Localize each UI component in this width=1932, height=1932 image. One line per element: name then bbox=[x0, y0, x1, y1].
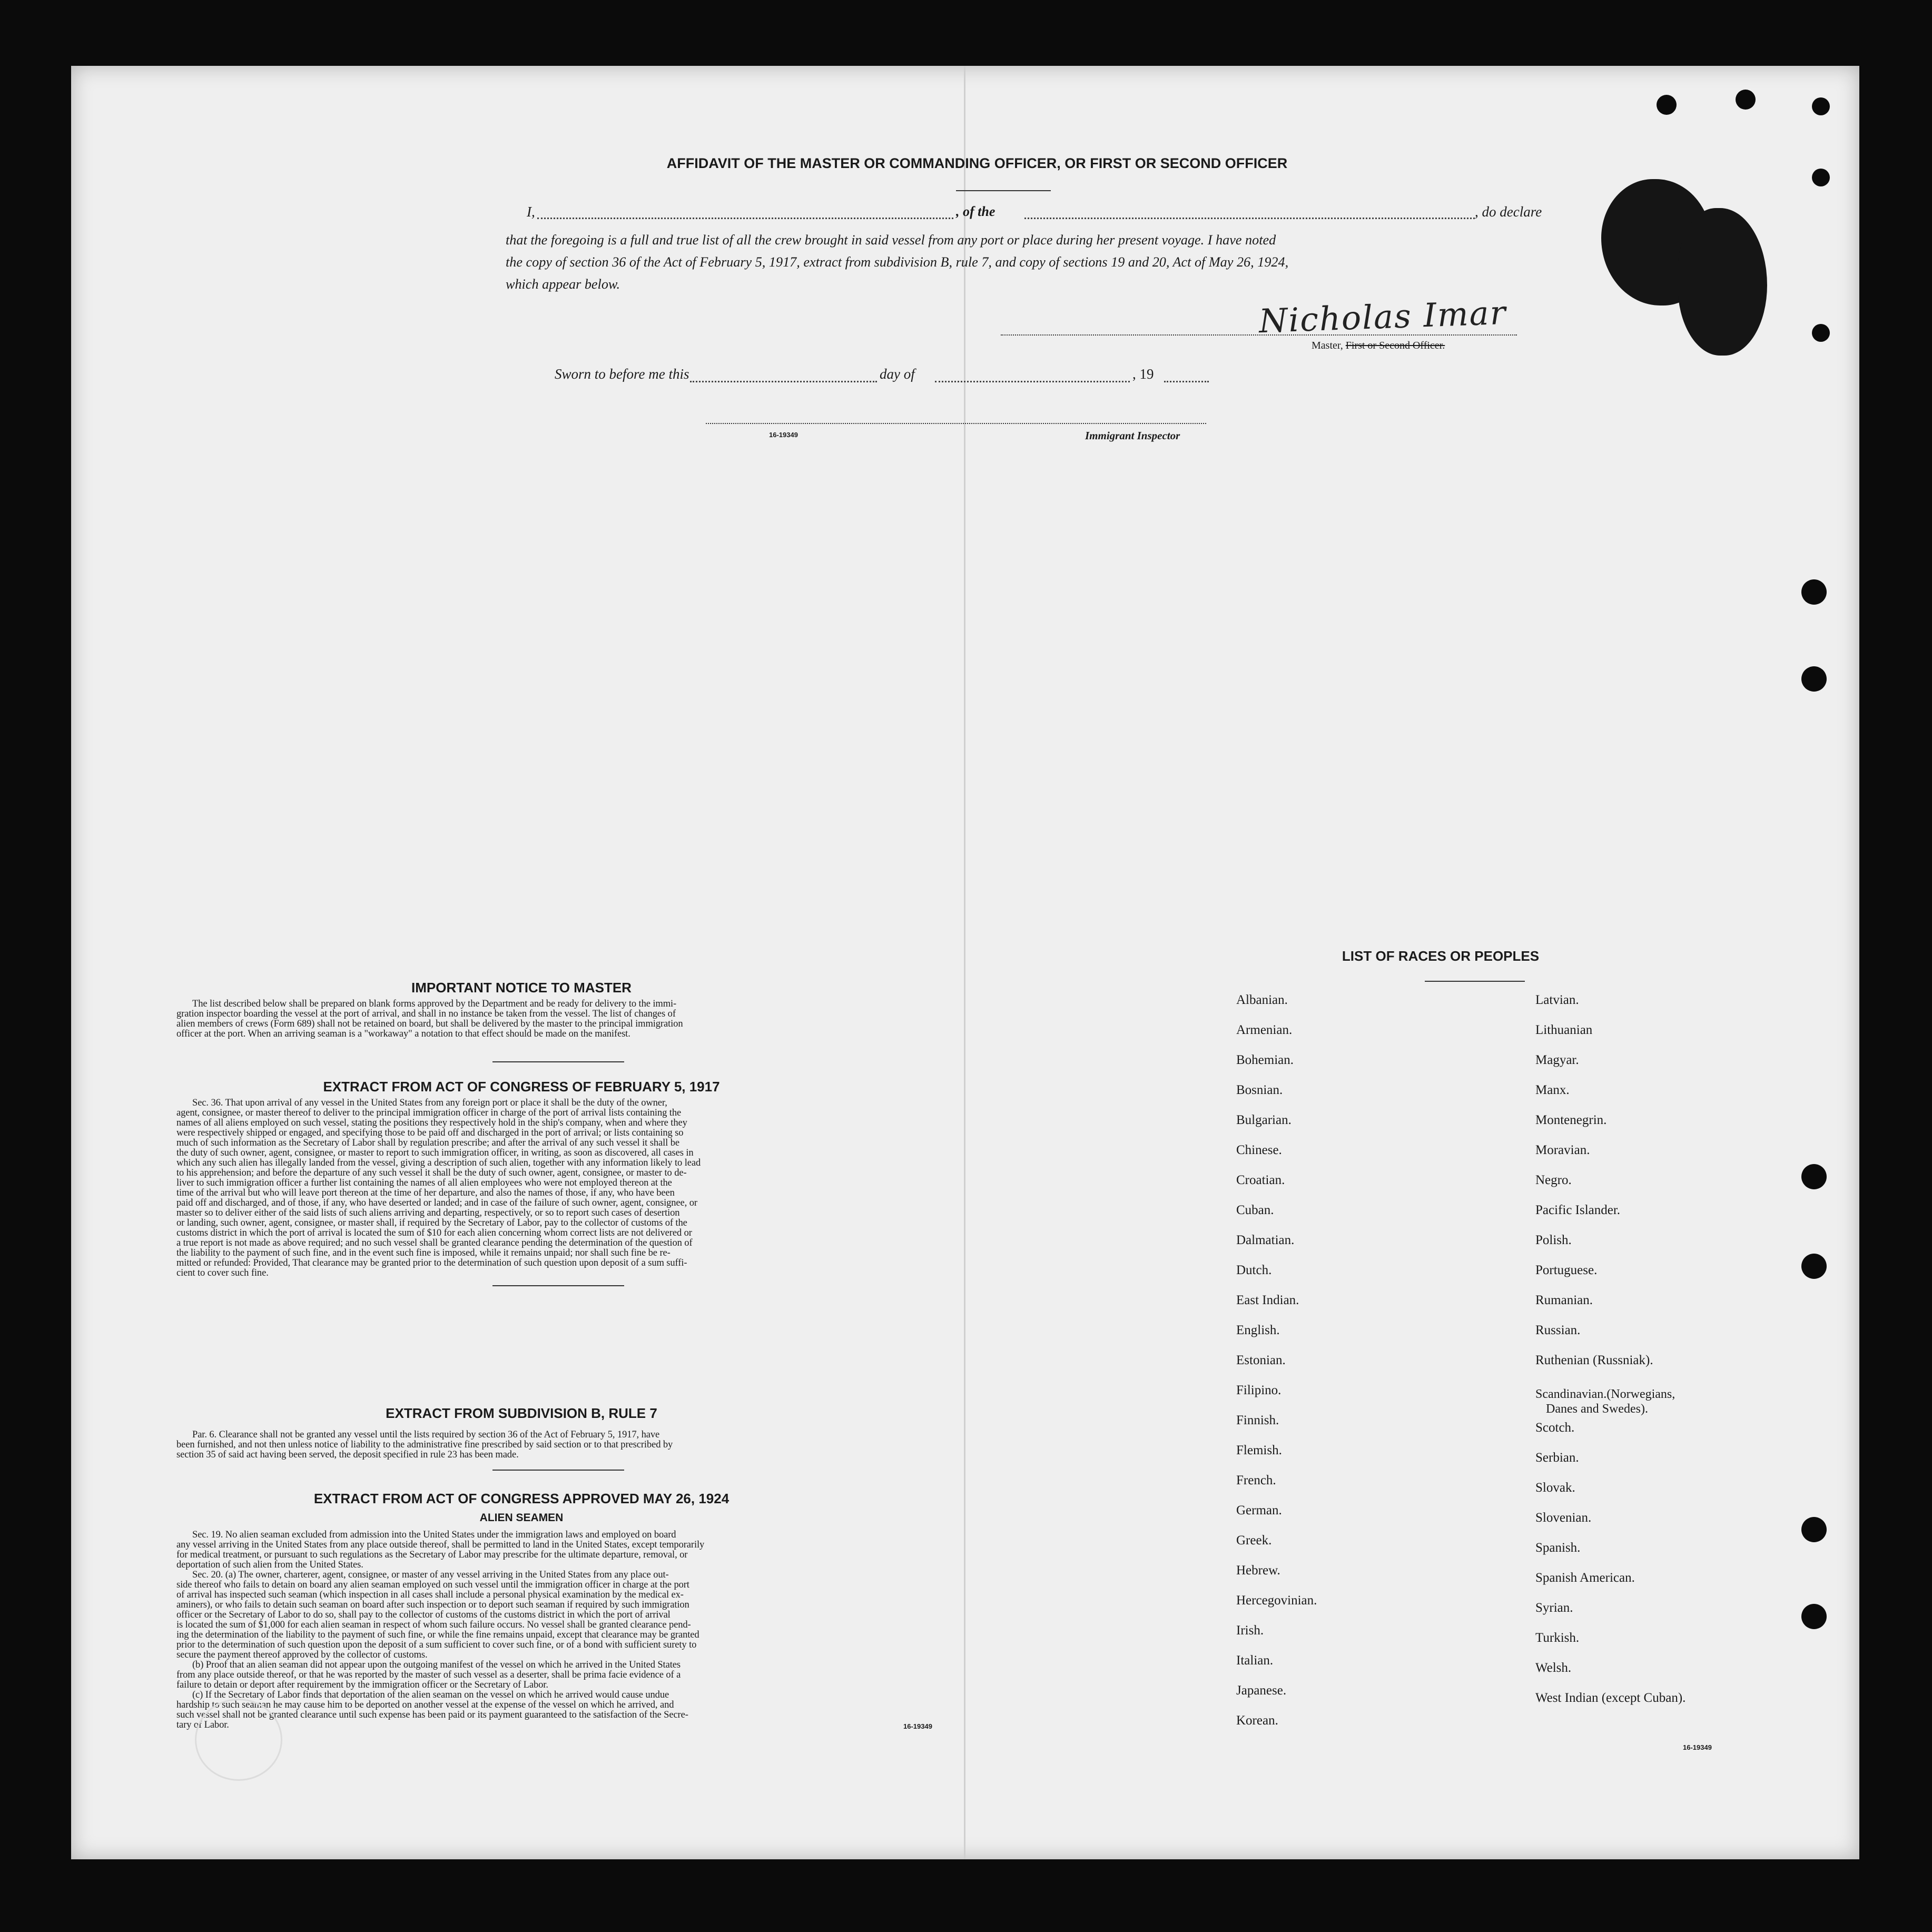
race-item: Italian. bbox=[1236, 1653, 1274, 1668]
document-sheet bbox=[71, 66, 1859, 1859]
sworn-year-field[interactable] bbox=[1164, 381, 1209, 382]
divider bbox=[492, 1285, 624, 1286]
punch-hole bbox=[1801, 1604, 1827, 1629]
race-item: Moravian. bbox=[1535, 1143, 1590, 1157]
race-item: Latvian. bbox=[1535, 993, 1579, 1007]
name-field[interactable] bbox=[537, 218, 953, 219]
notice-text bbox=[176, 999, 1011, 1039]
race-item: Welsh. bbox=[1535, 1661, 1572, 1675]
race-item: Spanish American. bbox=[1535, 1571, 1635, 1585]
race-item: Lithuanian bbox=[1535, 1023, 1593, 1037]
race-item: Serbian. bbox=[1535, 1451, 1579, 1465]
law-line: side thereof who fails to detain on board any alien seaman employed on such vessel until the immigration officer in charge at the port bbox=[176, 1580, 689, 1590]
race-item: Rumanian. bbox=[1535, 1293, 1593, 1307]
punch-hole bbox=[1801, 1254, 1827, 1279]
affidavit-body bbox=[506, 229, 1509, 295]
affidavit-do-declare-label: , do declare bbox=[1475, 204, 1542, 220]
law-line: such vessel shall not be granted clearance until such expense has been paid or its payment guaranteed to the satisfaction of the Secre- bbox=[176, 1710, 688, 1720]
punch-hole bbox=[1801, 1517, 1827, 1542]
race-item: Japanese. bbox=[1236, 1683, 1287, 1698]
law-line: paid off and discharged, and of those, if any, who have deserted or landed; and in case of the failure of such owner, agent, consignee, or bbox=[176, 1198, 697, 1208]
law-line: ing the determination of the liability to the payment of such fine, or while the fine remains unpaid, except that clearance may be granted bbox=[176, 1630, 699, 1640]
race-item: Magyar. bbox=[1535, 1053, 1579, 1067]
law-line: tary of Labor. bbox=[176, 1720, 229, 1730]
law-line: were respectively shipped or engaged, and specifying those to be paid off and discharged in the port of arrival; or lists containing so bbox=[176, 1128, 684, 1138]
race-item: Slovak. bbox=[1535, 1481, 1575, 1495]
race-item: Finnish. bbox=[1236, 1413, 1279, 1427]
vessel-field[interactable] bbox=[1024, 218, 1475, 219]
master-signature: Nicholas Imar bbox=[1258, 293, 1507, 341]
race-item: Cuban. bbox=[1236, 1203, 1274, 1217]
year-label: , 19 bbox=[1132, 366, 1154, 382]
race-item: Hebrew. bbox=[1236, 1563, 1280, 1578]
form-number: 16-19349 bbox=[769, 431, 798, 439]
affidavit-title: AFFIDAVIT OF THE MASTER OR COMMANDING OFFICER, OR FIRST OR SECOND OFFICER bbox=[666, 155, 1288, 171]
wax-seal-right bbox=[1678, 208, 1767, 356]
law-line: secure the payment thereof approved by the collector of customs. bbox=[176, 1650, 428, 1660]
law-line: aminers), or who fails to detain such seaman on board after such inspection or to deport such seaman if required by such immigration bbox=[176, 1600, 689, 1610]
law-line: deportation of such alien from the United States. bbox=[176, 1560, 363, 1570]
law-line: of arrival has inspected such seaman (which inspection in all cases shall include a personal physical examination by the medical ex- bbox=[176, 1590, 684, 1600]
race-item: Scandinavian.(Norwegians, bbox=[1535, 1387, 1675, 1401]
law-line: section 35 of said act having been served, the deposit specified in rule 23 has been made. bbox=[176, 1450, 519, 1460]
race-item: Korean. bbox=[1236, 1713, 1278, 1728]
race-item: Danes and Swedes). bbox=[1546, 1402, 1648, 1416]
race-item: Chinese. bbox=[1236, 1143, 1282, 1157]
punch-hole bbox=[1812, 97, 1830, 115]
law-line: the liability to the payment of such fine, and in the event such fine is imposed, while it remains unpaid; nor shall such fine be re- bbox=[176, 1248, 671, 1258]
law-line: or landing, such owner, agent, consignee, or master shall, if required by the Secretary of Labor, pay to the collector of customs of the bbox=[176, 1218, 687, 1228]
punch-hole bbox=[1812, 324, 1830, 342]
sworn-label: Sworn to before me this bbox=[555, 366, 689, 382]
law-line: customs district in which the port of arrival is located the sum of $10 for each alien concerning whom correct lists are not delivered or bbox=[176, 1228, 692, 1238]
law-line: any vessel arriving in the United States from any place outside thereof, shall be permitted to land in the United States, except temporarily bbox=[176, 1540, 705, 1550]
affidavit-of-the-label: , of the bbox=[956, 204, 995, 219]
race-item: Filipino. bbox=[1236, 1383, 1282, 1397]
law-line: Par. 6. Clearance shall not be granted any vessel until the lists required by section 36 of the Act of February 5, 1917, have bbox=[192, 1430, 660, 1440]
law-line: liver to such immigration officer a further list containing the names of all alien employees who were not employed thereon at the bbox=[176, 1178, 672, 1188]
divider bbox=[1425, 981, 1525, 982]
race-item: French. bbox=[1236, 1473, 1276, 1487]
signer-title bbox=[1312, 340, 1445, 352]
rule7-title: EXTRACT FROM SUBDIVISION B, RULE 7 bbox=[386, 1405, 657, 1421]
race-item: Russian. bbox=[1535, 1323, 1581, 1337]
punch-hole bbox=[1657, 95, 1677, 115]
law-line: the duty of such owner, agent, consignee, or master to report to such immigration officer, in writing, as soon as discovered, all cases in bbox=[176, 1148, 694, 1158]
form-number: 16-19349 bbox=[903, 1722, 932, 1730]
race-item: West Indian (except Cuban). bbox=[1535, 1691, 1686, 1705]
punch-hole bbox=[1812, 169, 1830, 186]
race-item: Bosnian. bbox=[1236, 1083, 1283, 1097]
law-line: (c) If the Secretary of Labor finds that deportation of the alien seaman on the vessel on which he arrived would cause undue bbox=[192, 1690, 669, 1700]
affidavit-body-line: which appear below. bbox=[506, 277, 620, 292]
inspector-label: Immigrant Inspector bbox=[1085, 429, 1180, 442]
notice-line: alien members of crews (Form 689) shall not be retained on board, but shall be delivered by the master to the principal immigration bbox=[176, 1019, 683, 1029]
race-item: Dutch. bbox=[1236, 1263, 1272, 1277]
race-item: Slovenian. bbox=[1535, 1511, 1592, 1525]
race-item: English. bbox=[1236, 1323, 1280, 1337]
rule7-text bbox=[176, 1430, 1011, 1460]
law-line: Sec. 20. (a) The owner, charterer, agent, consignee, or master of any vessel arriving in the United States from any place out- bbox=[192, 1570, 669, 1580]
law-line: is located the sum of $1,000 for each alien seaman in respect of whom such failure occurs. No vessel shall be granted clearance pend- bbox=[176, 1620, 691, 1630]
race-item: Spanish. bbox=[1535, 1541, 1581, 1555]
law-line: names of all aliens employed on such vessel, stating the positions they respectively hold in the ship's company, when and where they bbox=[176, 1118, 687, 1128]
law-line: Sec. 36. That upon arrival of any vessel in the United States from any foreign port or place it shall be the duty of the owner, bbox=[192, 1098, 667, 1108]
divider bbox=[492, 1470, 624, 1471]
alien-seamen-subtitle: ALIEN SEAMEN bbox=[479, 1512, 564, 1524]
law-line: failure to detain or deport after requirement by the immigration officer or the Secretary of Labor. bbox=[176, 1680, 548, 1690]
faint-stamp bbox=[195, 1699, 282, 1781]
extract-1924-title: EXTRACT FROM ACT OF CONGRESS APPROVED MAY 26, 1924 bbox=[313, 1491, 730, 1506]
race-item: Polish. bbox=[1535, 1233, 1572, 1247]
notice-line: officer at the port. When an arriving seaman is a "workaway" a notation to that effect should be made on the manifest. bbox=[176, 1029, 630, 1039]
law-line: to his apprehension; and before the departure of any such vessel it shall be the duty of such owner, agent, consignee, or master to de- bbox=[176, 1168, 687, 1178]
extract-1917-text bbox=[176, 1098, 1011, 1278]
extract-1924-text bbox=[176, 1530, 1011, 1730]
law-line: officer or the Secretary of Labor to do so, shall pay to the collector of customs of the customs district in which the port of arrival bbox=[176, 1610, 671, 1620]
race-item: Armenian. bbox=[1236, 1023, 1293, 1037]
race-item: Ruthenian (Russniak). bbox=[1535, 1353, 1653, 1367]
sworn-month-field[interactable] bbox=[935, 381, 1130, 382]
race-item: Bohemian. bbox=[1236, 1053, 1294, 1067]
law-line: Sec. 19. No alien seaman excluded from admission into the United States under the immigration laws and employed on board bbox=[192, 1530, 676, 1540]
race-item: East Indian. bbox=[1236, 1293, 1299, 1307]
law-line: mitted or refunded: Provided, That clearance may be granted prior to the determination of such question upon deposit of a sum suffi- bbox=[176, 1258, 687, 1268]
race-item: Estonian. bbox=[1236, 1353, 1286, 1367]
inspector-line bbox=[706, 423, 1206, 424]
punch-hole bbox=[1801, 579, 1827, 605]
law-line: master so to deliver either of the said lists of such aliens arriving and departing, respectively, or so to report such cases of desertion bbox=[176, 1208, 680, 1218]
race-item: Dalmatian. bbox=[1236, 1233, 1295, 1247]
race-item: Negro. bbox=[1535, 1173, 1572, 1187]
race-item: Albanian. bbox=[1236, 993, 1288, 1007]
divider bbox=[956, 190, 1051, 191]
extract-1917-title: EXTRACT FROM ACT OF CONGRESS OF FEBRUARY 5, 1917 bbox=[323, 1079, 720, 1095]
race-item: Portuguese. bbox=[1535, 1263, 1598, 1277]
law-line: for medical treatment, or pursuant to such regulations as the Secretary of Labor may prescribe for the ultimate departure, removal, or bbox=[176, 1550, 688, 1560]
law-line: a true report is not made as above required; and no such vessel shall be granted clearance pending the determination of the question of bbox=[176, 1238, 693, 1248]
race-item: Syrian. bbox=[1535, 1601, 1573, 1615]
race-item: Croatian. bbox=[1236, 1173, 1285, 1187]
race-item: Scotch. bbox=[1535, 1421, 1575, 1435]
notice-line: The list described below shall be prepared on blank forms approved by the Department and be ready for delivery to the immi- bbox=[192, 999, 677, 1009]
day-of-label: day of bbox=[880, 366, 915, 382]
race-item: Greek. bbox=[1236, 1533, 1272, 1547]
law-line: hardship to such seaman he may cause him to be deported on another vessel at the expense of the vessel on which he arrived, and bbox=[176, 1700, 674, 1710]
punch-hole bbox=[1801, 1164, 1827, 1189]
law-line: (b) Proof that an alien seaman did not appear upon the outgoing manifest of the vessel on which he arrived in the United States bbox=[192, 1660, 681, 1670]
race-item: Manx. bbox=[1535, 1083, 1570, 1097]
signer-title-prefix: Master, bbox=[1312, 340, 1343, 351]
divider bbox=[492, 1061, 624, 1062]
law-line: agent, consignee, or master thereof to deliver to the principal immigration officer in charge of the port of arrival lists containing the bbox=[176, 1108, 682, 1118]
law-line: much of such information as the Secretary of Labor shall by regulation prescribe; and after the arrival of any such vessel it shall be bbox=[176, 1138, 679, 1148]
race-item: Flemish. bbox=[1236, 1443, 1282, 1457]
notice-line: gration inspector boarding the vessel at the port of arrival, and shall in no instance be taken from the vessel. The list of changes of bbox=[176, 1009, 676, 1019]
notice-title: IMPORTANT NOTICE TO MASTER bbox=[411, 980, 632, 995]
affidavit-i-label: I, bbox=[527, 204, 535, 220]
affidavit-body-line: that the foregoing is a full and true list of all the crew brought in said vessel from any port or place during her present voyage. I have noted bbox=[506, 232, 1276, 248]
punch-hole bbox=[1801, 666, 1827, 692]
law-line: cient to cover such fine. bbox=[176, 1268, 269, 1278]
signature-line bbox=[1001, 334, 1517, 336]
law-line: prior to the determination of such question upon the deposit of a sum sufficient to cover such fine, or of a bond with sufficient surety to bbox=[176, 1640, 697, 1650]
punch-hole bbox=[1736, 90, 1756, 110]
race-item: Pacific Islander. bbox=[1535, 1203, 1621, 1217]
signer-title-struck: First or Second Officer. bbox=[1345, 340, 1445, 351]
law-line: which any such alien has illegally landed from the vessel, giving a description of such alien, together with any information likely to lead bbox=[176, 1158, 701, 1168]
race-item: Turkish. bbox=[1535, 1631, 1580, 1645]
race-item: Irish. bbox=[1236, 1623, 1264, 1638]
race-item: Bulgarian. bbox=[1236, 1113, 1292, 1127]
races-title: LIST OF RACES OR PEOPLES bbox=[1342, 948, 1540, 964]
sworn-day-field[interactable] bbox=[690, 381, 877, 382]
law-line: from any place outside thereof, or that he was reported by the master of such vessel as a deserter, shall be prima facie evidence of a bbox=[176, 1670, 681, 1680]
race-item: Montenegrin. bbox=[1535, 1113, 1607, 1127]
law-line: time of the arrival but who will leave port thereon at the time of her departure, and also the names of those, if any, who have been bbox=[176, 1188, 675, 1198]
race-item: German. bbox=[1236, 1503, 1282, 1517]
form-number: 16-19349 bbox=[1683, 1743, 1712, 1751]
race-item: Hercegovinian. bbox=[1236, 1593, 1317, 1608]
affidavit-body-line: the copy of section 36 of the Act of February 5, 1917, extract from subdivision B, rule 7, and copy of sections 19 and 20, Act of May 26, 1924, bbox=[506, 254, 1289, 270]
law-line: been furnished, and not then unless notice of liability to the administrative fine prescribed by said section or to that prescribed by bbox=[176, 1440, 673, 1450]
